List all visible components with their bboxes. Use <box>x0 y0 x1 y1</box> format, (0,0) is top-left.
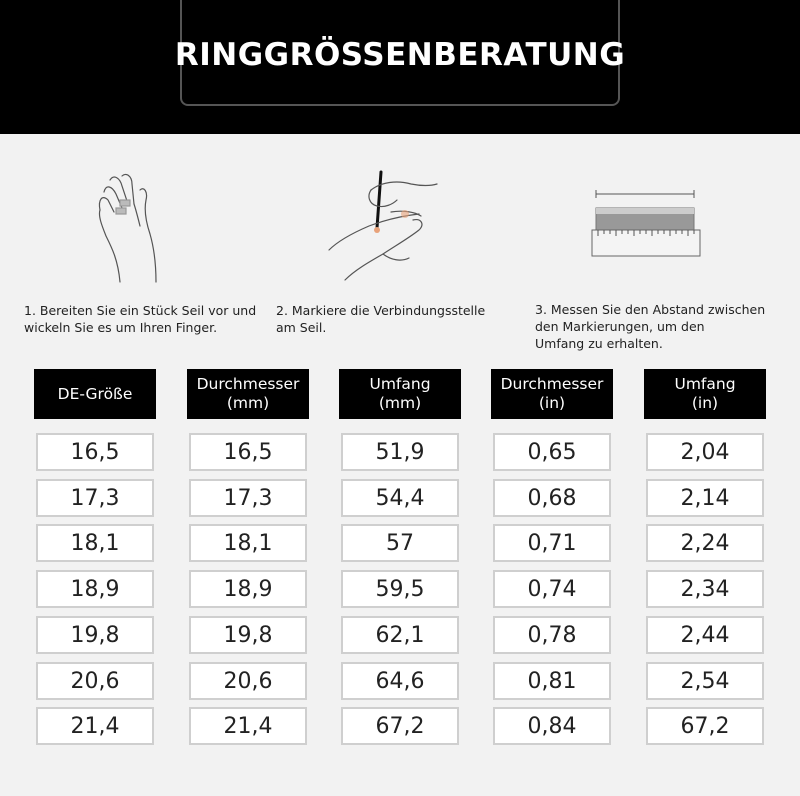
step-3-line-2: den Markierungen, um den <box>535 319 705 334</box>
table-cell: 64,6 <box>341 662 459 700</box>
table-cell: 57 <box>341 524 459 562</box>
hand-marking-pen-icon <box>325 170 440 285</box>
table-cell: 2,14 <box>646 479 764 517</box>
table-cell: 59,5 <box>341 570 459 608</box>
table-cell: 0,74 <box>493 570 611 608</box>
table-cell: 18,9 <box>36 570 154 608</box>
column-header-line-1: Umfang <box>369 375 431 393</box>
page-title: RINGGRÖSSENBERATUNG <box>174 37 626 73</box>
column-header-diameter-mm <box>187 369 309 419</box>
table-cell: 0,71 <box>493 524 611 562</box>
column-header-line-1: Durchmesser <box>500 375 604 393</box>
table-cell: 0,78 <box>493 616 611 654</box>
table-cell: 54,4 <box>341 479 459 517</box>
column-header-de-size <box>34 369 156 419</box>
step-3-line-1: 3. Messen Sie den Abstand zwischen <box>535 302 766 317</box>
step-1-line-2: wickeln Sie es um Ihren Finger. <box>24 320 218 335</box>
table-cell: 2,44 <box>646 616 764 654</box>
step-2-text <box>276 302 506 336</box>
step-1-line-1: 1. Bereiten Sie ein Stück Seil vor und <box>24 303 257 318</box>
column-header-diameter-in <box>491 369 613 419</box>
step-3-line-3: Umfang zu erhalten. <box>535 336 663 351</box>
table-cell: 16,5 <box>36 433 154 471</box>
column-header-line-1: Umfang <box>674 375 736 393</box>
column-header-line-2: (in) <box>538 394 566 412</box>
table-cell: 62,1 <box>341 616 459 654</box>
table-cell: 16,5 <box>189 433 307 471</box>
table-cell: 2,24 <box>646 524 764 562</box>
column-header-line-2: (mm) <box>226 394 270 412</box>
table-cell: 0,65 <box>493 433 611 471</box>
hand-wrapping-rope-icon <box>90 170 170 285</box>
column-header-circumference-in <box>644 369 766 419</box>
table-cell: 67,2 <box>646 707 764 745</box>
table-cell: 2,34 <box>646 570 764 608</box>
step-1-text <box>24 302 274 336</box>
table-cell: 0,84 <box>493 707 611 745</box>
table-cell: 18,1 <box>189 524 307 562</box>
ruler-measure-icon <box>590 188 705 260</box>
header-banner <box>0 0 800 134</box>
table-cell: 17,3 <box>36 479 154 517</box>
column-header-line-2: (in) <box>691 394 719 412</box>
table-cell: 2,54 <box>646 662 764 700</box>
table-cell: 2,04 <box>646 433 764 471</box>
column-header-circumference-mm <box>339 369 461 419</box>
column-header-line-1: Durchmesser <box>196 375 300 393</box>
step-2-line-1: 2. Markiere die Verbindungsstelle <box>276 303 486 318</box>
column-header-line-1: DE-Größe <box>57 384 133 403</box>
step-3-text <box>535 301 795 352</box>
table-cell: 17,3 <box>189 479 307 517</box>
step-2-line-2: am Seil. <box>276 320 327 335</box>
table-cell: 67,2 <box>341 707 459 745</box>
table-cell: 0,68 <box>493 479 611 517</box>
table-cell: 0,81 <box>493 662 611 700</box>
table-cell: 20,6 <box>189 662 307 700</box>
table-cell: 18,9 <box>189 570 307 608</box>
table-cell: 51,9 <box>341 433 459 471</box>
table-cell: 19,8 <box>189 616 307 654</box>
table-cell: 20,6 <box>36 662 154 700</box>
table-cell: 19,8 <box>36 616 154 654</box>
table-cell: 21,4 <box>36 707 154 745</box>
column-header-line-2: (mm) <box>378 394 422 412</box>
table-cell: 18,1 <box>36 524 154 562</box>
table-cell: 21,4 <box>189 707 307 745</box>
title-box <box>174 0 626 106</box>
